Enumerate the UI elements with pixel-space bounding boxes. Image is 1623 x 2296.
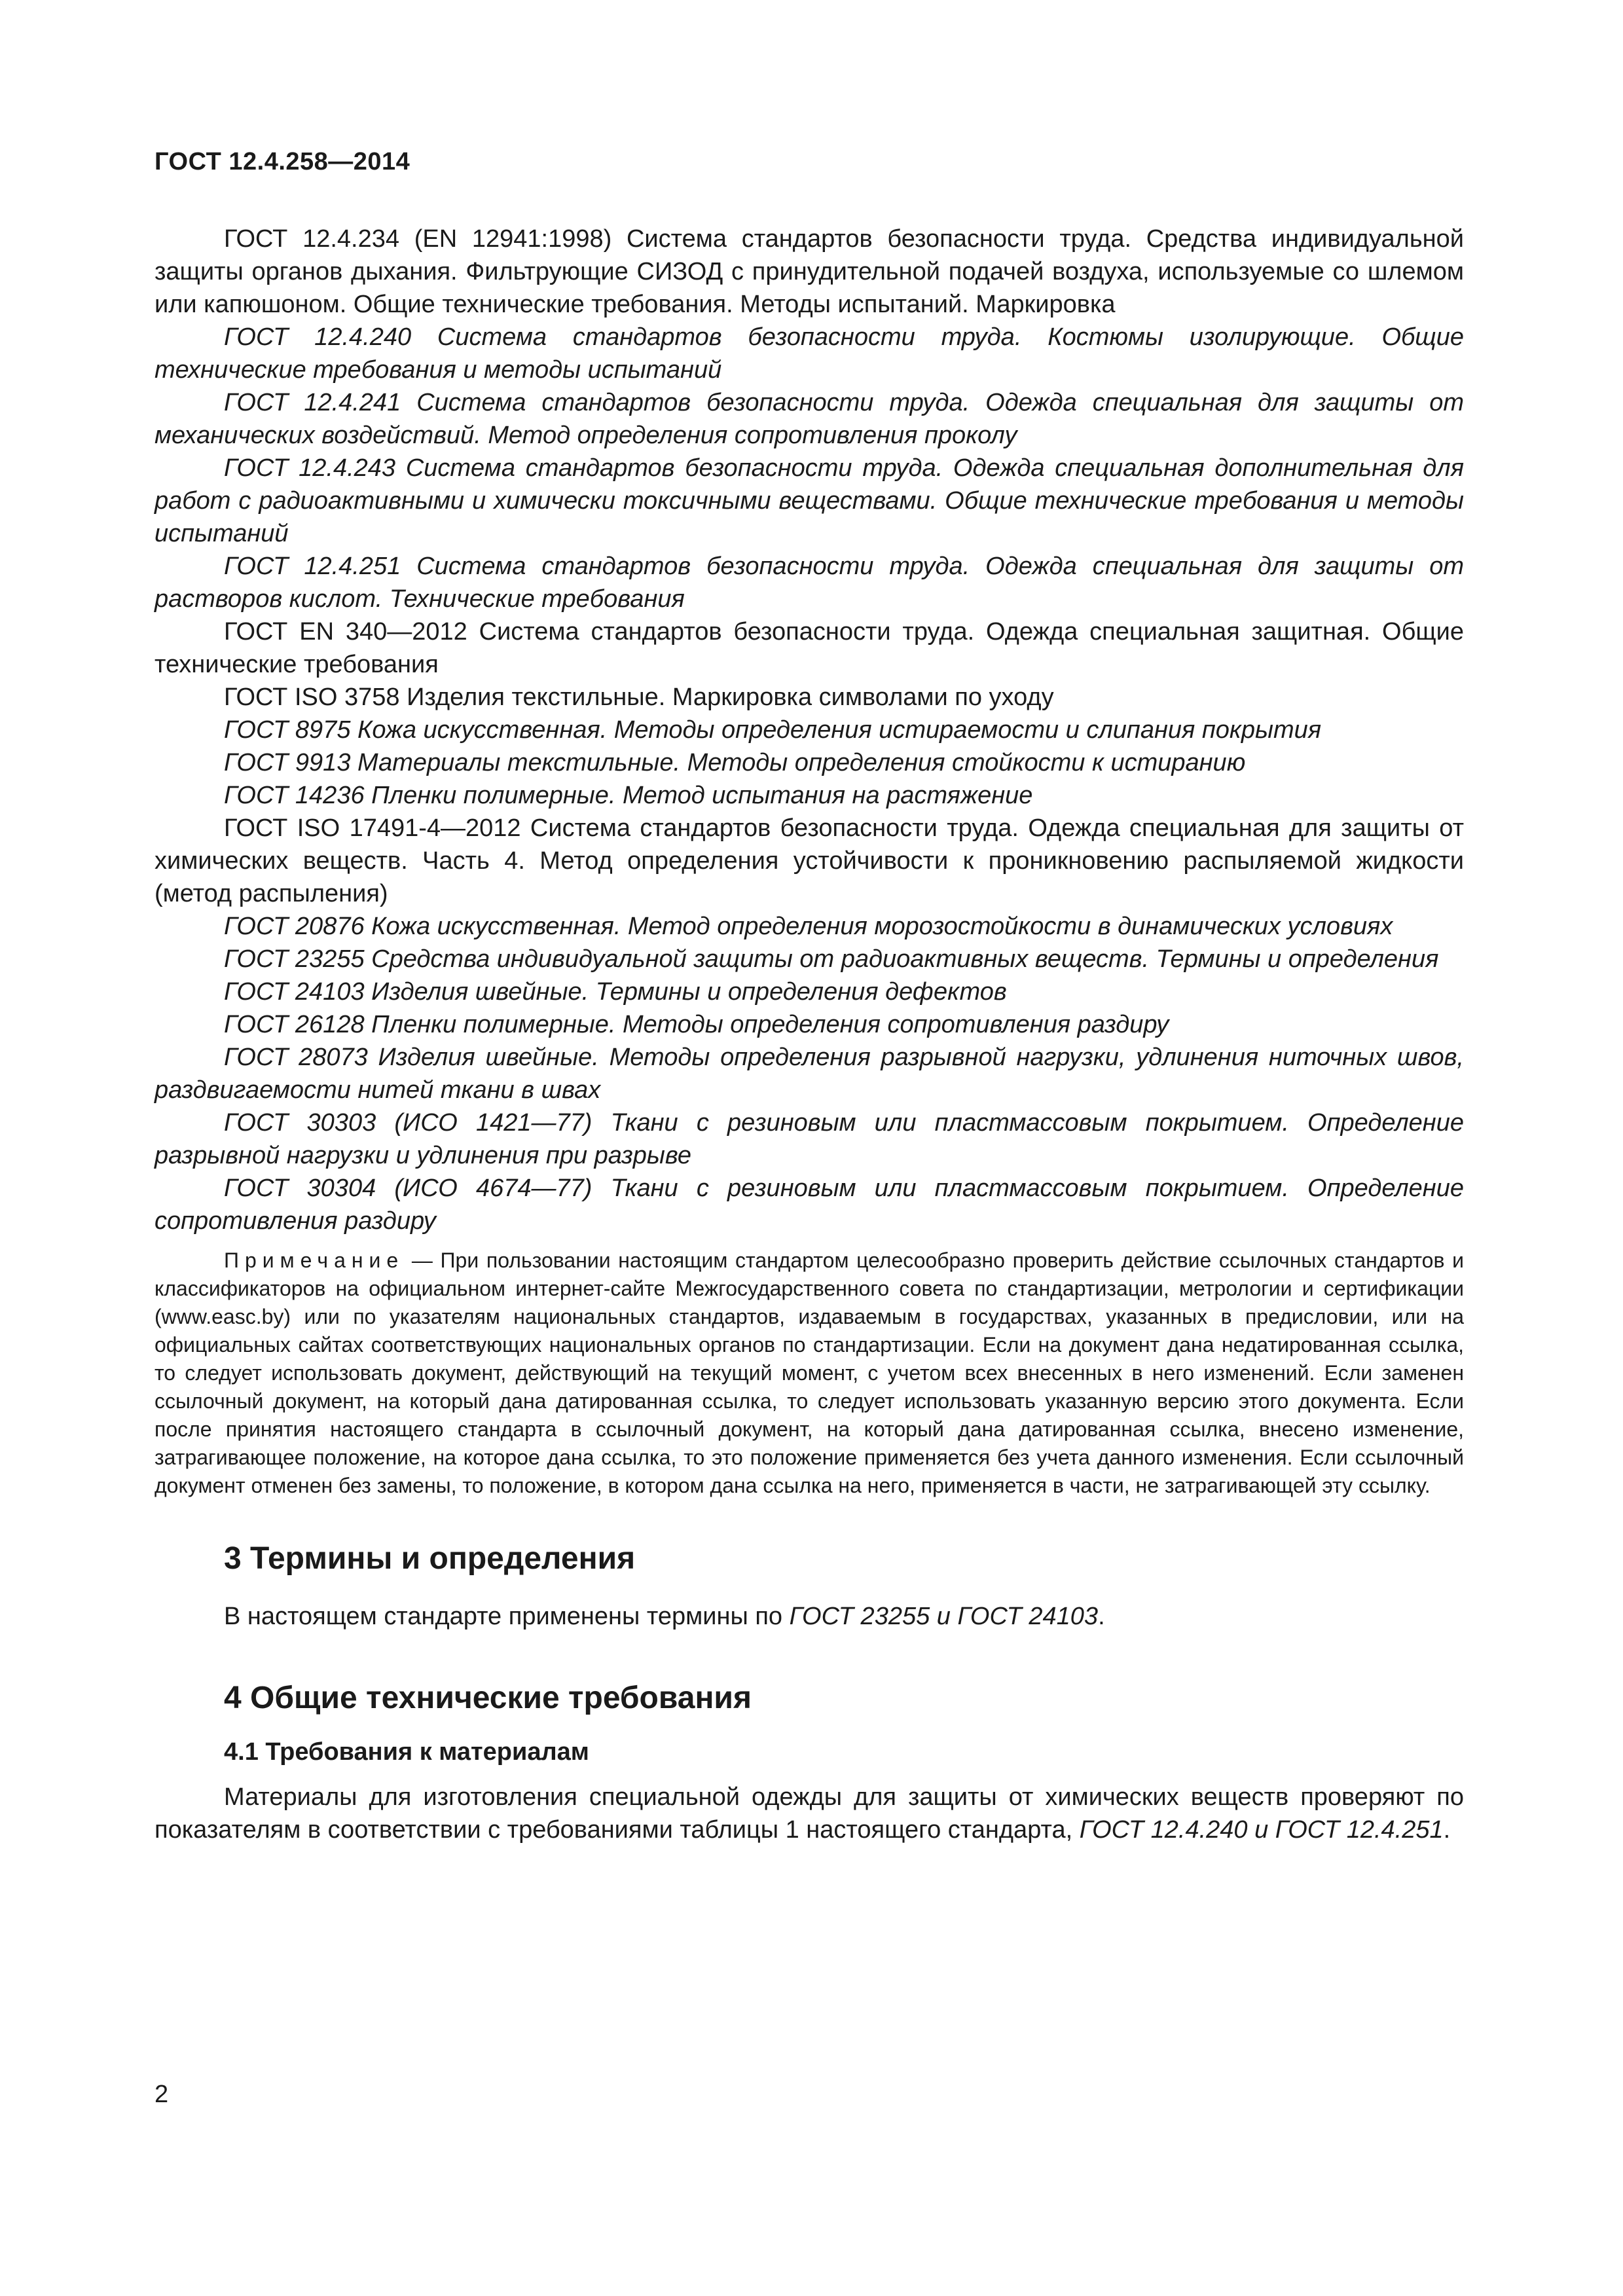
reference-item: ГОСТ 8975 Кожа искусственная. Методы определения истираемости и слипания покрытия: [224, 716, 1322, 744]
subsection-4-1-text: [155, 1781, 1464, 1846]
reference-list: [155, 223, 1464, 1237]
note-label: Примечание: [224, 1248, 405, 1272]
reference-item: ГОСТ 24103 Изделия швейные. Термины и определения дефектов: [224, 978, 1007, 1006]
reference-item: ГОСТ EN 340—2012 Система стандартов безопасности труда. Одежда специальная защитная. Общие технические требования: [155, 618, 1464, 678]
reference-item: ГОСТ ISO 17491-4—2012 Система стандартов безопасности труда. Одежда специальная для защиты от химических веществ. Часть 4. Метод определения устойчивости к проникновению распыляемой жидкости (метод распыления): [155, 814, 1464, 907]
reference-item: ГОСТ ISO 3758 Изделия текстильные. Маркировка символами по уходу: [224, 683, 1054, 711]
note-paragraph: [155, 1247, 1464, 1500]
body-column: [155, 223, 1464, 1846]
reference-item: ГОСТ 26128 Пленки полимерные. Методы определения сопротивления раздиру: [224, 1011, 1169, 1038]
subsection-4-1-text-refs: ГОСТ 12.4.240 и ГОСТ 12.4.251: [1079, 1816, 1444, 1844]
section-3-heading: 3 Термины и определения: [224, 1541, 636, 1576]
section-3-text: [155, 1600, 1464, 1633]
reference-item: ГОСТ 14236 Пленки полимерные. Метод испытания на растяжение: [224, 782, 1033, 809]
reference-item: ГОСТ 12.4.251 Система стандартов безопасности труда. Одежда специальная для защиты от растворов кислот. Технические требования: [155, 553, 1464, 613]
reference-item: ГОСТ 30304 (ИСО 4674—77) Ткани с резиновым или пластмассовым покрытием. Определение сопротивления раздиру: [155, 1175, 1464, 1235]
reference-item: ГОСТ 28073 Изделия швейные. Методы определения разрывной нагрузки, удлинения ниточных швов, раздвигаемости нитей ткани в швах: [155, 1044, 1464, 1104]
section-3-text-lead: В настоящем стандарте применены термины по: [224, 1603, 790, 1630]
section-3-text-end: .: [1098, 1603, 1105, 1630]
reference-item: ГОСТ 12.4.241 Система стандартов безопасности труда. Одежда специальная для защиты от механических воздействий. Метод определения сопротивления проколу: [155, 389, 1464, 449]
subsection-4-1-text-lead: Материалы для изготовления специальной одежды для защиты от химических веществ проверяют по показателям в соответствии с требованиями таблицы 1 настоящего стандарта,: [155, 1783, 1464, 1844]
note-text: — При пользовании настоящим стандартом целесообразно проверить действие ссылочных стандартов и классификаторов на официальном интернет-сайте Межгосударственного совета по стандартизации, метрологии и сертификации (www.easc.by) или по указателям национальных стандартов, издаваемым в государствах, указанных в предисловии, или на официальных сайтах соответствующих национальных органов по стандартизации. Если на документ дана недатированная ссылка, то следует использовать документ, действующий на текущий момент, с учетом всех внесенных в него изменений. Если заменен ссылочный документ, на который дана датированная ссылка, то следует использовать указанную версию этого документа. Если после принятия настоящего стандарта в ссылочный документ, на который дана датированная ссылка, внесено изменение, затрагивающее положение, на которое дана ссылка, то это положение применяется без учета данного изменения. Если ссылочный документ отменен без замены, то положение, в котором дана ссылка на него, применяется в части, не затрагивающей эту ссылку.: [155, 1248, 1465, 1497]
subsection-4-1-heading: 4.1 Требования к материалам: [224, 1738, 589, 1766]
reference-item: ГОСТ 20876 Кожа искусственная. Метод определения морозостойкости в динамических условиях: [224, 913, 1393, 940]
document-code-header: ГОСТ 12.4.258—2014: [155, 148, 410, 175]
page-number: 2: [155, 2081, 169, 2108]
reference-item: ГОСТ 12.4.240 Система стандартов безопасности труда. Костюмы изолирующие. Общие технические требования и методы испытаний: [155, 323, 1464, 384]
subsection-4-1-text-end: .: [1443, 1816, 1451, 1844]
reference-item: ГОСТ 9913 Материалы текстильные. Методы определения стойкости к истиранию: [224, 749, 1246, 776]
reference-item: ГОСТ 30303 (ИСО 1421—77) Ткани с резиновым или пластмассовым покрытием. Определение разрывной нагрузки и удлинения при разрыве: [155, 1109, 1464, 1169]
section-4-heading: 4 Общие технические требования: [224, 1681, 752, 1715]
reference-item: ГОСТ 12.4.243 Система стандартов безопасности труда. Одежда специальная дополнительная для работ с радиоактивными и химически токсичными веществами. Общие технические требования и методы испытаний: [155, 454, 1464, 547]
reference-item: ГОСТ 23255 Средства индивидуальной защиты от радиоактивных веществ. Термины и определения: [224, 945, 1439, 973]
reference-item: ГОСТ 12.4.234 (EN 12941:1998) Система стандартов безопасности труда. Средства индивидуальной защиты органов дыхания. Фильтрующие СИЗОД с принудительной подачей воздуха, используемые со шлемом или капюшоном. Общие технические требования. Методы испытаний. Маркировка: [155, 225, 1464, 318]
section-3-text-refs: ГОСТ 23255 и ГОСТ 24103: [789, 1603, 1099, 1630]
